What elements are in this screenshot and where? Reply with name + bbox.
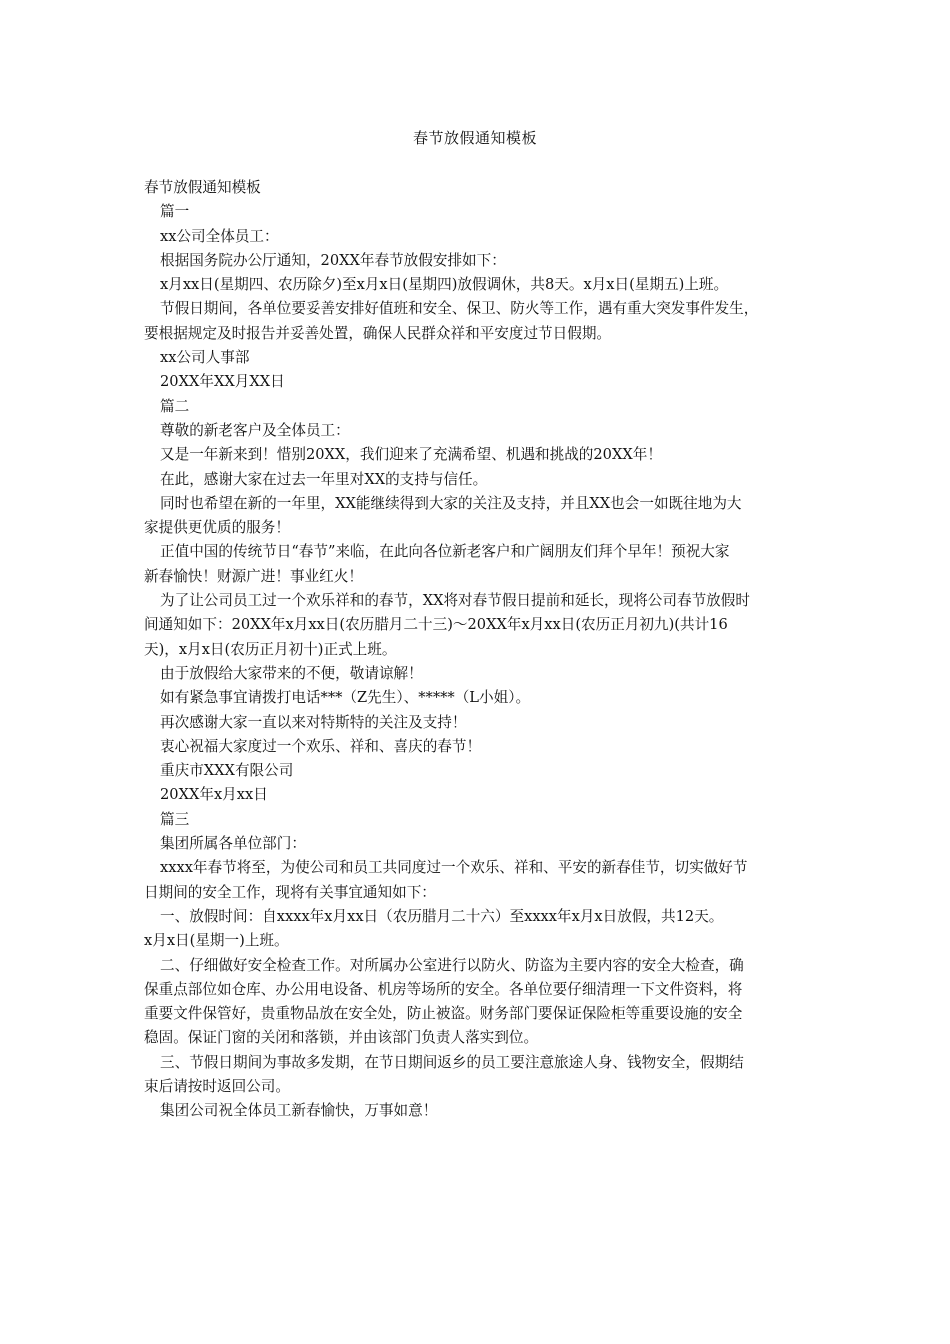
salutation: 尊敬的新老客户及全体员工： <box>160 421 350 439</box>
paragraph-line: 再次感谢大家一直以来对特斯特的关注及支持！ <box>160 713 467 731</box>
signature-line: xx公司人事部 <box>160 349 250 367</box>
document-body <box>144 176 814 1124</box>
paragraph-line: 根据国务院办公厅通知，20XX年春节放假安排如下： <box>160 251 506 269</box>
closing-line: 集团公司祝全体员工新春愉快，万事如意！ <box>160 1102 438 1120</box>
date-line: 20XX年x月xx日 <box>160 786 268 804</box>
paragraph-line: 保重点部位如仓库、办公用电设备、机房等场所的安全。各单位要仔细清理一下文件资料，将 <box>144 980 743 998</box>
paragraph-line: 一、放假时间：自xxxx年x月xx日（农历腊月二十六）至xxxx年x月x日放假，共12天。 <box>160 907 724 925</box>
paragraph-line: 如有紧急事宜请拨打电话***（Z先生）、*****（L小姐）。 <box>160 689 531 707</box>
section-label: 篇二 <box>160 397 190 415</box>
paragraph-line: 又是一年新来到！惜别20XX，我们迎来了充满希望、机遇和挑战的20XX年！ <box>160 446 662 464</box>
paragraph-line: x月x日(星期一)上班。 <box>144 932 289 950</box>
salutation: xx公司全体员工： <box>160 227 279 245</box>
signature-line: 重庆市XXX有限公司 <box>160 762 294 780</box>
paragraph-line: 同时也希望在新的一年里，XX能继续得到大家的关注及支持，并且XX也会一如既往地为大 <box>160 494 742 512</box>
paragraph-line: 正值中国的传统节日“春节”来临，在此向各位新老客户和广阔朋友们拜个早年！预祝大家 <box>160 543 730 561</box>
date-line: 20XX年XX月XX日 <box>160 373 285 391</box>
paragraph-line: 在此，感谢大家在过去一年里对XX的支持与信任。 <box>160 470 488 488</box>
paragraph-line: 要根据规定及时报告并妥善处置，确保人民群众祥和平安度过节日假期。 <box>144 324 612 342</box>
paragraph-line: 三、节假日期间为事故多发期，在节日期间返乡的员工要注意旅途人身、钱物安全，假期结 <box>160 1053 744 1071</box>
heading-line: 春节放假通知模板 <box>144 179 261 196</box>
paragraph-line: 日期间的安全工作，现将有关事宜通知如下： <box>144 883 436 901</box>
paragraph-line: 家提供更优质的服务！ <box>144 519 290 537</box>
paragraph-line: 重要文件保管好，贵重物品放在安全处，防止被盗。财务部门要保证保险柜等重要设施的安全 <box>144 1005 743 1023</box>
paragraph-line: 稳固。保证门窗的关闭和落锁，并由该部门负责人落实到位。 <box>144 1029 539 1047</box>
paragraph-line: 节假日期间，各单位要妥善安排好值班和安全、保卫、防火等工作，遇有重大突发事件发生， <box>160 300 759 318</box>
paragraph-line: 为了让公司员工过一个欢乐祥和的春节，XX将对春节假日提前和延长，现将公司春节放假时 <box>160 592 750 610</box>
paragraph-line: xxxx年春节将至，为使公司和员工共同度过一个欢乐、祥和、平安的新春佳节，切实做好节 <box>160 859 748 877</box>
paragraph-line: 新春愉快！财源广进！事业红火！ <box>144 567 363 585</box>
section-label: 篇三 <box>160 810 190 828</box>
salutation: 集团所属各单位部门： <box>160 835 306 853</box>
paragraph-line: 间通知如下：20XX年x月xx日(农历腊月二十三)～20XX年x月xx日(农历正月初九)(共计16 <box>144 616 728 634</box>
document-title: 春节放假通知模板 <box>412 129 537 147</box>
paragraph-line: 束后请按时返回公司。 <box>144 1077 290 1095</box>
section-label: 篇一 <box>160 203 190 221</box>
paragraph-line: x月xx日(星期四、农历除夕)至x月x日(星期四)放假调休，共8天。x月x日(星期五)上班。 <box>160 276 729 294</box>
paragraph-line: 由于放假给大家带来的不便，敬请谅解！ <box>160 664 423 682</box>
paragraph-line: 二、仔细做好安全检查工作。对所属办公室进行以防火、防盗为主要内容的安全大检查，确 <box>160 956 744 974</box>
paragraph-line: 天)，x月x日(农历正月初十)正式上班。 <box>144 640 397 658</box>
paragraph-line: 衷心祝福大家度过一个欢乐、祥和、喜庆的春节！ <box>160 737 482 755</box>
